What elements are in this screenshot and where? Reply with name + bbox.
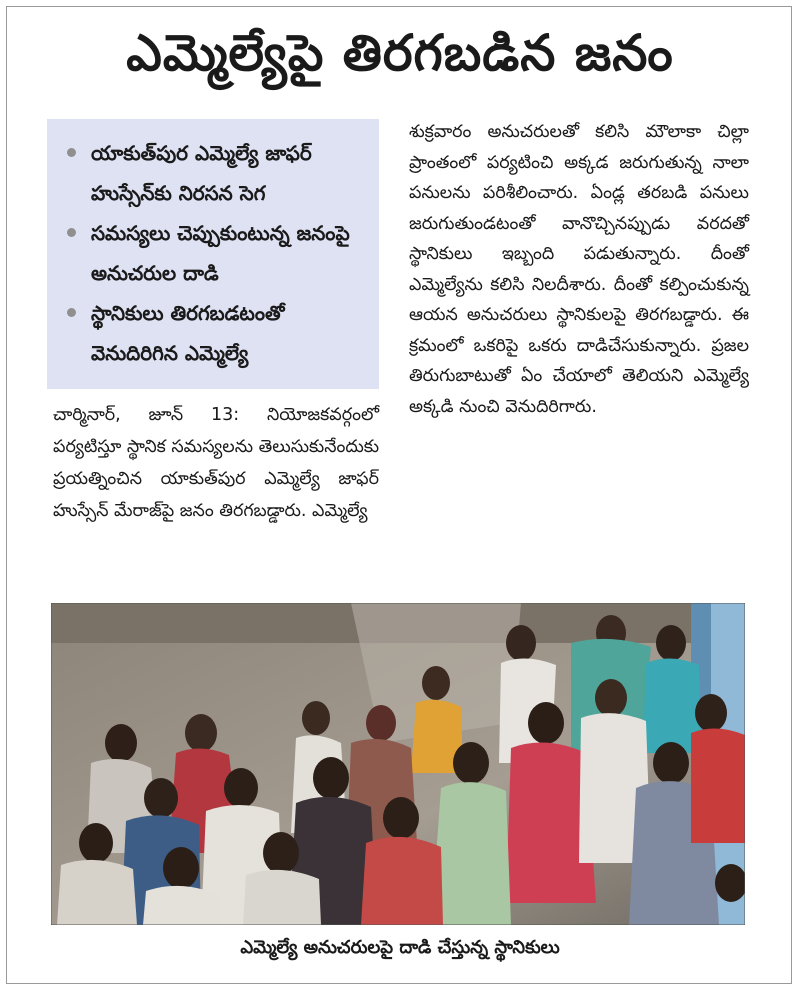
- highlights-box: [47, 119, 379, 389]
- highlight-text: సమస్యలు చెప్పుకుంటున్న జనంపై అనుచరుల దాడి: [91, 221, 350, 285]
- bullet-icon: [67, 148, 76, 157]
- highlight-text: యాకుత్‌పుర ఎమ్మెల్యే జాఫర్ హుస్సేన్‌కు నిరసన సెగ: [91, 141, 312, 205]
- highlight-item: [65, 293, 369, 373]
- highlight-item: [65, 133, 369, 213]
- photo-caption: ఎమ్మెల్యే అనుచరులపై దాడి చేస్తున్న స్థానికులు: [240, 937, 560, 958]
- headline: ఎమ్మెల్యేపై తిరగబడిన జనం: [126, 24, 674, 82]
- bullet-icon: [67, 308, 76, 317]
- article-body-left: చార్మినార్, జూన్ 13: నియోజకవర్గంలో పర్యటిస్తూ స్థానిక సమస్యలను తెలుసుకునేందుకు ప్రయత్నించిన యాకుత్‌పుర ఎమ్మెల్యే జాఫర్ హుస్సేన్ మేరాజ్‌పై జనం తిరగబడ్డారు. ఎమ్మెల్యే: [53, 405, 379, 521]
- highlight-text: స్థానికులు తిరగబడటంతో వెనుదిరిగిన ఎమ్మెల్యే: [91, 301, 285, 365]
- news-photo: [51, 603, 745, 925]
- highlight-item: [65, 213, 369, 293]
- news-clipping: [6, 6, 792, 984]
- article-body-right: శుక్రవారం అనుచరులతో కలిసి మౌలాకా చిల్లా ప్రాంతంలో పర్యటించి అక్కడ జరుగుతున్న నాలా పనులను పరిశీలించారు. ఏండ్ల తరబడి పనులు జరుగుతుండటంతో వానొచ్చినప్పుడు వరదతో స్థానికులు ఇబ్బంది పడుతున్నారు. దీంతో ఎమ్మెల్యేను కలిసి నిలదీశారు. దీంతో కల్పించుకున్న ఆయన అనుచరులు స్థానికులపై తిరగబడ్డారు. ఈ క్రమంలో ఒకరిపై ఒకరు దాడిచేసుకున్నారు. ప్రజల తిరుగుబాటుతో ఏం చేయాలో తెలియని ఎమ్మెల్యే అక్కడి నుంచి వెనుదిరిగారు.: [409, 122, 749, 417]
- bullet-icon: [67, 228, 76, 237]
- crowd-scene-image: [51, 603, 745, 925]
